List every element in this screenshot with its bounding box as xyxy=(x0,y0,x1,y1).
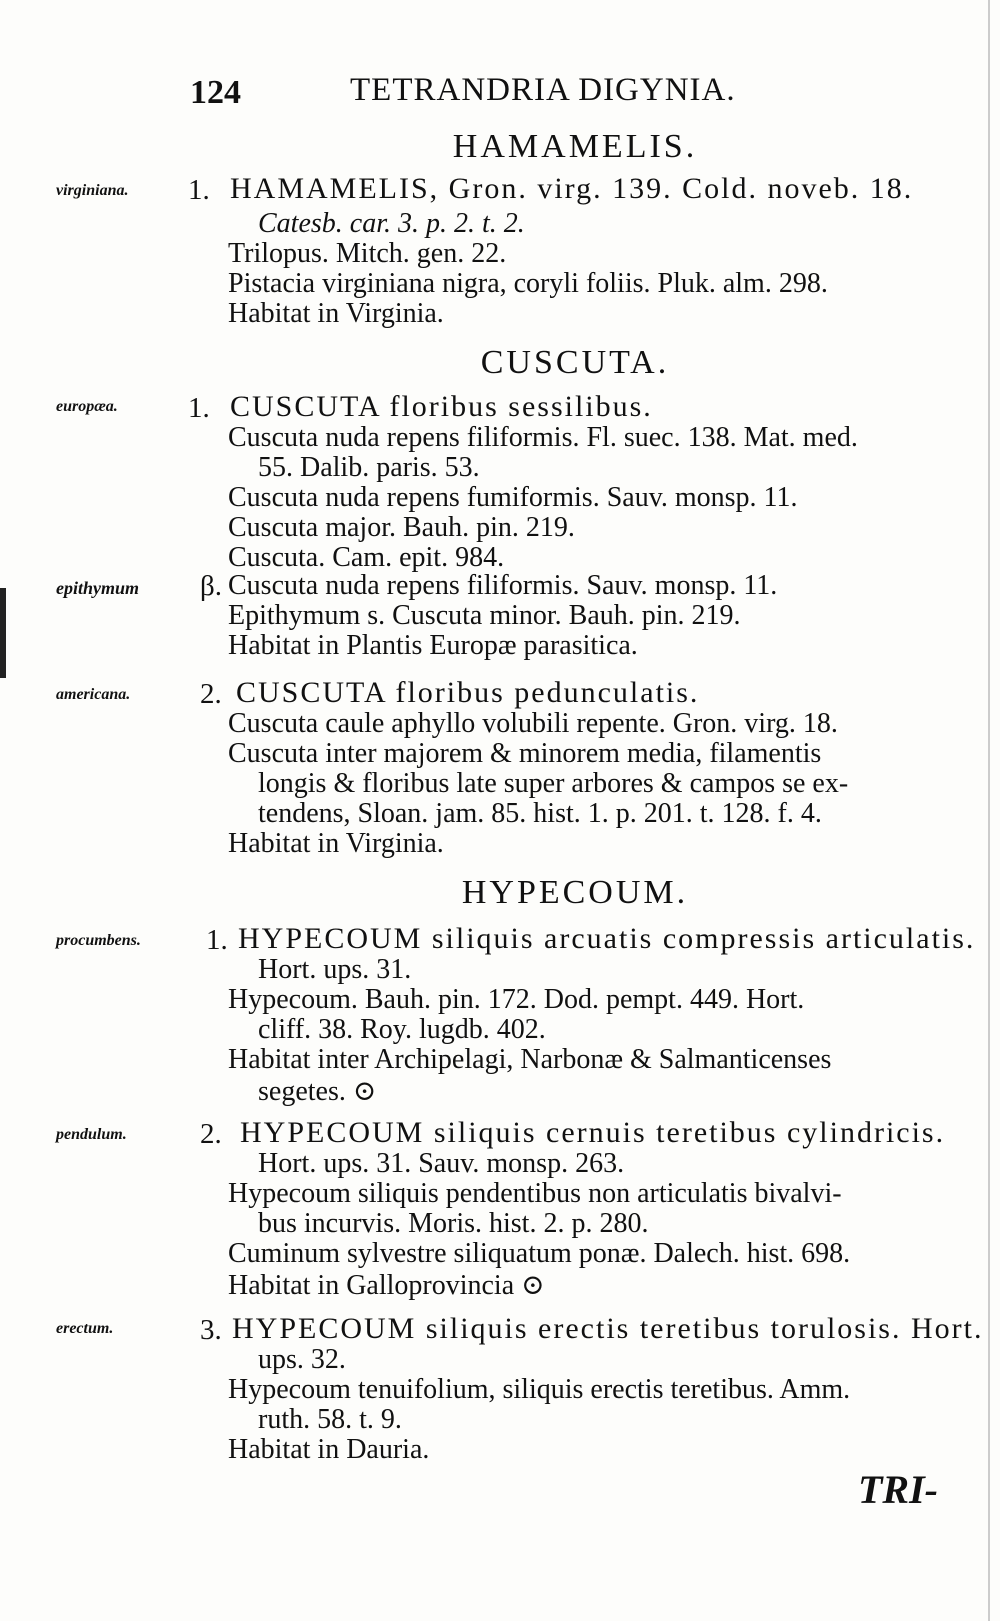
entry-number: 3. xyxy=(200,1314,222,1346)
text-line: Hort. ups. 31. Sauv. monsp. 263. xyxy=(258,1148,625,1179)
text-line: Hort. ups. 31. xyxy=(258,954,412,985)
entry-number: 1. xyxy=(188,392,210,424)
genus-heading: HYPECOUM. xyxy=(461,874,689,911)
entry-number: 2. xyxy=(200,1118,222,1150)
text-line: Cuscuta inter majorem & minorem media, filamentis xyxy=(228,738,822,769)
page-edge xyxy=(988,0,990,1621)
genus-heading: HAMAMELIS. xyxy=(452,128,698,165)
species-epithet: virginiana. xyxy=(56,182,129,199)
text-line: Cuscuta nuda repens filiformis. Fl. suec. 138. Mat. med. xyxy=(228,422,858,453)
text-line: Habitat inter Archipelagi, Narbonæ & Salmanticenses xyxy=(228,1044,832,1075)
running-head: TETRANDRIA DIGYNIA. xyxy=(350,72,736,108)
entry-number: 1. xyxy=(188,174,210,206)
text-line: Cuscuta major. Bauh. pin. 219. xyxy=(228,512,575,543)
entry-number: 1. xyxy=(206,924,228,956)
text-line: bus incurvis. Moris. hist. 2. p. 280. xyxy=(258,1208,649,1239)
text-line: Catesb. car. 3. p. 2. t. 2. xyxy=(258,208,525,239)
species-epithet: europæa. xyxy=(56,398,118,415)
page-number: 124 xyxy=(190,74,241,111)
species-epithet: epithymum xyxy=(56,578,140,598)
text-line: segetes. ⊙ xyxy=(258,1076,377,1107)
text-line: Habitat in Virginia. xyxy=(228,298,444,329)
text-line: Cuscuta nuda repens fumiformis. Sauv. monsp. 11. xyxy=(228,482,798,513)
text-line: Trilopus. Mitch. gen. 22. xyxy=(228,238,507,269)
catchword: TRI- xyxy=(858,1467,938,1512)
text-line: longis & floribus late super arbores & campos se ex- xyxy=(258,768,849,799)
text-line: tendens, Sloan. jam. 85. hist. 1. p. 201. t. 128. f. 4. xyxy=(258,798,822,829)
text-line: HAMAMELIS, Gron. virg. 139. Cold. noveb. 18. xyxy=(230,172,914,205)
text-line: HYPECOUM siliquis arcuatis compressis articulatis. xyxy=(238,922,976,955)
text-line: Cuscuta nuda repens filiformis. Sauv. monsp. 11. xyxy=(228,570,778,601)
text-line: Cuscuta. Cam. epit. 984. xyxy=(228,542,505,573)
text-line: Cuminum sylvestre siliquatum ponæ. Dalech. hist. 698. xyxy=(228,1238,851,1269)
species-epithet: pendulum. xyxy=(56,1126,127,1143)
text-line: cliff. 38. Roy. lugdb. 402. xyxy=(258,1014,546,1045)
entry-number: β. xyxy=(200,570,223,602)
text-line: Hypecoum. Bauh. pin. 172. Dod. pempt. 449. Hort. xyxy=(228,984,805,1015)
text-line: ruth. 58. t. 9. xyxy=(258,1404,402,1435)
text-line: Hypecoum siliquis pendentibus non articulatis bivalvi- xyxy=(228,1178,842,1209)
page-header xyxy=(190,72,810,116)
genus-heading: CUSCUTA. xyxy=(480,344,670,381)
text-line: Habitat in Plantis Europæ parasitica. xyxy=(228,630,638,661)
species-epithet: erectum. xyxy=(56,1320,114,1337)
binding-shadow xyxy=(0,588,6,678)
text-line: 55. Dalib. paris. 53. xyxy=(258,452,480,483)
text-line: Cuscuta caule aphyllo volubili repente. Gron. virg. 18. xyxy=(228,708,838,739)
species-epithet: procumbens. xyxy=(56,932,141,949)
text-line: Habitat in Dauria. xyxy=(228,1434,430,1465)
text-line: Habitat in Virginia. xyxy=(228,828,444,859)
entry-number: 2. xyxy=(200,678,222,710)
text-line: HYPECOUM siliquis cernuis teretibus cylindricis. xyxy=(240,1116,946,1149)
text-line: HYPECOUM siliquis erectis teretibus torulosis. Hort. xyxy=(232,1312,984,1345)
text-line: CUSCUTA floribus sessilibus. xyxy=(230,390,653,423)
text-line: Epithymum s. Cuscuta minor. Bauh. pin. 219. xyxy=(228,600,741,631)
species-epithet: americana. xyxy=(56,686,131,703)
text-line: CUSCUTA floribus pedunculatis. xyxy=(236,676,700,709)
text-line: Hypecoum tenuifolium, siliquis erectis teretibus. Amm. xyxy=(228,1374,851,1405)
text-line: ups. 32. xyxy=(258,1344,346,1375)
text-line: Habitat in Galloprovincia ⊙ xyxy=(228,1270,545,1301)
text-line: Pistacia virginiana nigra, coryli foliis. Pluk. alm. 298. xyxy=(228,268,828,299)
